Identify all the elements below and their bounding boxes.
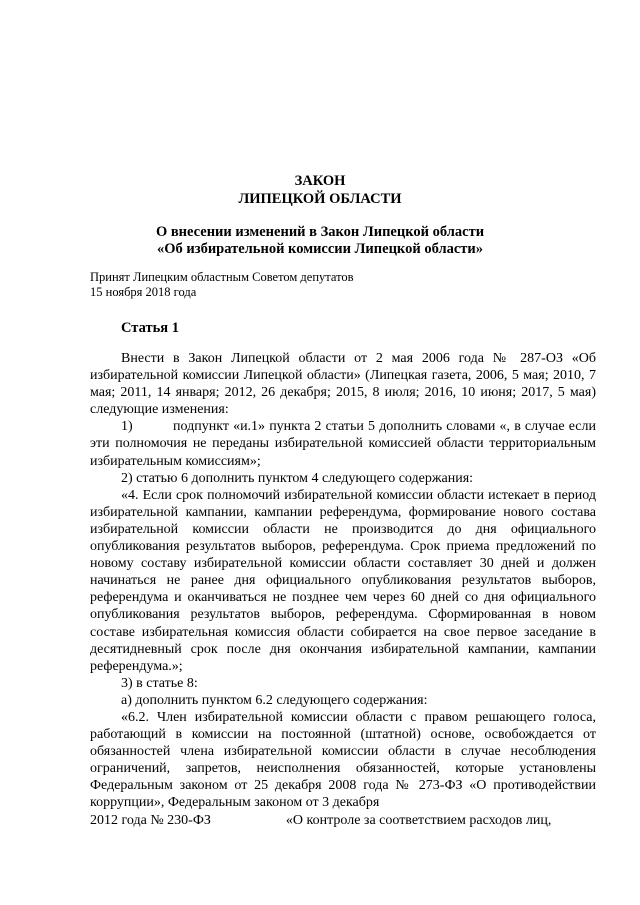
law-subtitle-line-1: О внесении изменений в Закон Липецкой области bbox=[155, 224, 485, 240]
law-title-line-2: ЛИПЕЦКОЙ ОБЛАСТИ bbox=[238, 191, 402, 207]
law-title bbox=[0, 172, 640, 208]
amendment-item-3a: а) дополнить пунктом 6.2 следующего содержания: bbox=[121, 692, 428, 708]
amendment-item-2: 2) статью 6 дополнить пунктом 4 следующего содержания: bbox=[121, 470, 474, 486]
adoption-date: 15 ноября 2018 года bbox=[90, 285, 197, 299]
article-body bbox=[90, 350, 596, 829]
amendment-item-1-number: 1) bbox=[121, 419, 133, 435]
amendment-item-3a-quote: «6.2. Член избирательной комиссии области с правом решающего голоса, работающий в комиссии на постоянной (штатной) основе, освобождается от обязанностей члена избирательной комиссии области в случае несоблюдения ограничений, запретов, неисполнения обязанностей, которые установлены Федеральным законом от 25 декабря 2008 года № 273-ФЗ «О противодействии коррупции», Федеральным законом от 3 декабря bbox=[90, 709, 596, 811]
amendment-item-2-quote: «4. Если срок полномочий избирательной комиссии области истекает в период избирательной кампании, кампании референдума, формирование нового состава избирательной комиссии области не производится до дня официального опубликования результатов выборов, референдума. Срок приема предложений по новому составу избирательной комиссии области составляет 30 дней и должен начинаться не ранее дня официального опубликования результатов выборов, референдума и оканчиваться не позднее чем через 60 дней со дня официального опубликования результатов выборов, референдума. Сформированная в новом составе избирательная комиссия области собирается на свое первое заседание в десятидневный срок после дня окончания избирательной кампании, кампании референдума.»; bbox=[90, 487, 596, 674]
amendment-item-3a-last-line bbox=[90, 812, 596, 829]
adoption-note-line-1: Принят Липецким областным Советом депутатов bbox=[90, 270, 354, 284]
last-line-right-text: «О контроле за соответствием расходов лиц, bbox=[285, 812, 552, 828]
amendment-item-3: 3) в статье 8: bbox=[121, 675, 198, 691]
amendment-item-1 bbox=[90, 418, 596, 469]
article-intro-paragraph: Внести в Закон Липецкой области от 2 мая 2006 года № 287-ОЗ «Об избирательной комиссии Липецкой области» (Липецкая газета, 2006, 5 мая; 2010, 7 мая; 2011, 14 января; 2012, 26 декабря; 2015, 8 июля; 2016, 10 июня; 2017, 5 мая) следующие изменения: bbox=[90, 351, 596, 418]
law-subtitle bbox=[0, 224, 640, 258]
article-heading: Статья 1 bbox=[121, 320, 179, 336]
adoption-note bbox=[90, 270, 354, 300]
law-title-line-1: ЗАКОН bbox=[294, 173, 346, 189]
amendment-item-1-text: подпункт «и.1» пункта 2 статьи 5 дополнить словами «, в случае если эти полномочия не переданы избирательной комиссией области территориальным избирательным комиссиям»; bbox=[90, 419, 596, 469]
law-subtitle-line-2: «Об избирательной комиссии Липецкой области» bbox=[156, 241, 484, 257]
last-line-left-text: 2012 года № 230-ФЗ bbox=[90, 812, 211, 828]
